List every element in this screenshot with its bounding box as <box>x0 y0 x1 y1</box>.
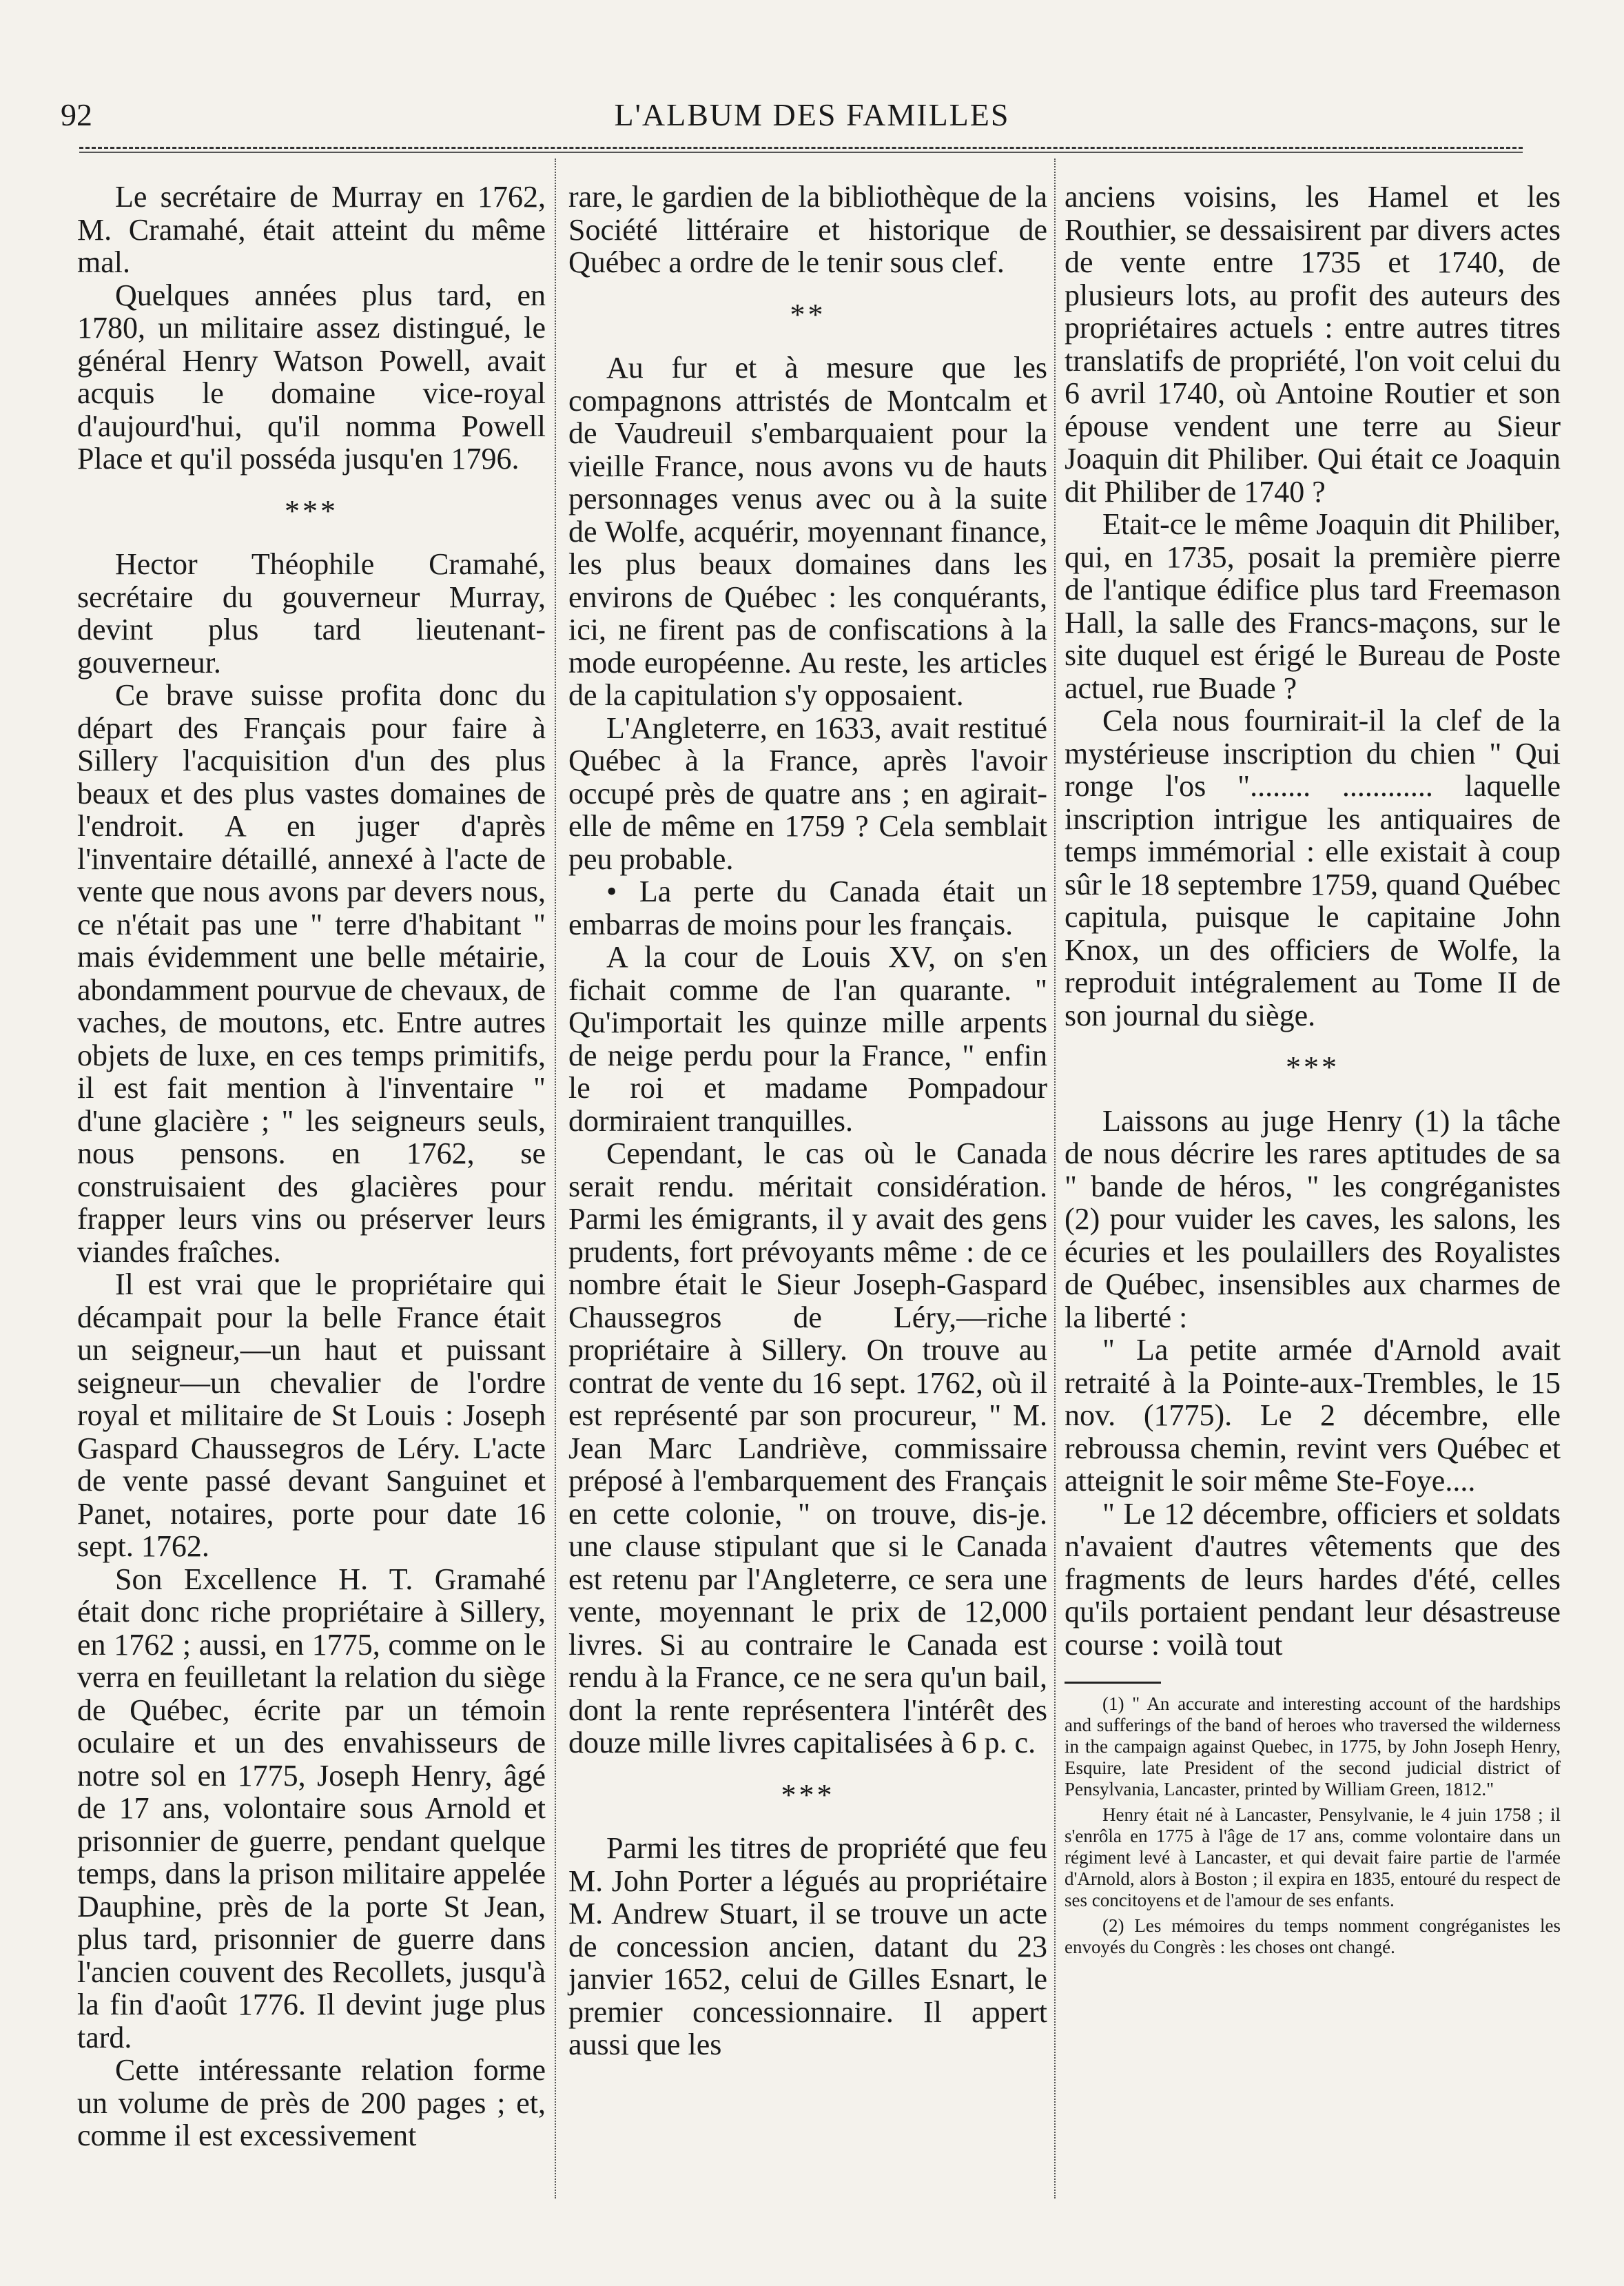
text-column-1 <box>77 181 546 2152</box>
footnote: (2) Les mémoires du temps nomment congréganistes les envoyés du Congrès : les choses ont changé. <box>1065 1915 1561 1957</box>
paragraph: Etait-ce le même Joaquin dit Philiber, qui, en 1735, posait la première pierre de l'antique édifice plus tard Freemason Hall, la salle des Francs-maçons, sur le site duquel est érigé le Bureau de Poste actuel, rue Buade ? <box>1065 507 1561 705</box>
paragraph: L'Angleterre, en 1633, avait restitué Québec à la France, après l'avoir occupé près de quatre ans ; en agirait-elle de même en 1759 ? Cela semblait peu probable. <box>568 711 1047 876</box>
page-number: 92 <box>61 97 92 132</box>
paragraph: Cette intéressante relation forme un volume de près de 200 pages ; et, comme il est excessivement <box>77 2053 546 2152</box>
section-ornament: ** <box>790 297 826 331</box>
text-column-3 <box>1065 181 1561 1958</box>
paragraph: Quelques années plus tard, en 1780, un militaire assez distingué, le général Henry Watson Powell, avait acquis le domaine vice-royal d'aujourd'hui, qu'il nomma Powell Place et qu'il posséda jusqu'en 1796. <box>77 278 546 476</box>
section-ornament: *** <box>781 1777 835 1812</box>
column-separator <box>555 159 556 2198</box>
paragraph: Hector Théophile Cramahé, secrétaire du gouverneur Murray, devint plus tard lieutenant-gouverneur. <box>77 547 546 680</box>
footnote: Henry était né à Lancaster, Pensylvanie, le 4 juin 1758 ; il s'enrôla en 1775 à l'âge de 17 ans, comme volontaire dans un régiment levé à Lancaster, et qui devait faire partie de l'armée d'Arnold, alors à Boston ; il expira en 1835, entouré du respect de ses concitoyens et de l'amour de ses enfants. <box>1065 1804 1561 1910</box>
text-column-2 <box>568 181 1047 2061</box>
paragraph: " Le 12 décembre, officiers et soldats n'avaient d'autres vêtements que des fragments de leurs hardes d'été, celles qu'ils portaient pendant leur désastreuse course : voilà tout <box>1065 1496 1561 1662</box>
footnote: (1) " An accurate and interesting account of the hardships and sufferings of the band of heroes who traversed the wilderness in the campaign against Quebec, in 1775, by John Joseph Henry, Esquire, late President of the second judicial district of Pensylvania, Lancaster, printed by William Green, 1812." <box>1065 1693 1561 1799</box>
paragraph: Laissons au juge Henry (1) la tâche de nous décrire les rares aptitudes de sa " bande de héros, " les congréganistes (2) pour vuider les caves, les salons, les écuries et les poulaillers des Royalistes de Québec, insensibles aux charmes de la liberté : <box>1065 1103 1561 1334</box>
paragraph: Ce brave suisse profita donc du départ des Français pour faire à Sillery l'acquisition d'un des plus beaux et des plus vastes domaines de l'endroit. A en juger d'après l'inventaire détaillé, annexé à l'acte de vente que nous avons par devers nous, ce n'était pas une " terre d'habitant " mais évidemment une belle métairie, abondamment pourvue de chevaux, de vaches, de moutons, etc. Entre autres objets de luxe, en ces temps primitifs, il est fait mention à l'inventaire " d'une glacière ; " les seigneurs seuls, nous pensons. en 1762, se construisaient des glacières pour frapper leurs vins ou préserver leurs viandes fraîches. <box>77 678 546 1269</box>
paragraph: Parmi les titres de propriété que feu M. John Porter a légués au propriétaire M. Andrew Stuart, il se trouve un acte de concession ancien, datant du 23 janvier 1652, celui de Gilles Esnart, le premier concessionnaire. Il appert aussi que les <box>568 1831 1047 2061</box>
running-title: L'ALBUM DES FAMILLES <box>614 97 1010 132</box>
paragraph: Cela nous fournirait-il la clef de la mystérieuse inscription du chien " Qui ronge l'os "........ ............ laquelle inscription intrigue les antiquaires de temps immémorial : elle existait à coup sûr le 18 septembre 1759, quand Québec capitula, puisque le capitaine John Knox, un des officiers de Wolfe, la reproduit intégralement au Tome II de son journal du siège. <box>1065 704 1561 1032</box>
paragraph: " La petite armée d'Arnold avait retraité à la Pointe-aux-Trembles, le 15 nov. (1775). Le 2 décembre, elle rebroussa chemin, revint vers Québec et atteignit le soir même Ste-Foye.... <box>1065 1333 1561 1498</box>
paragraph: Son Excellence H. T. Gramahé était donc riche propriétaire à Sillery, en 1762 ; aussi, en 1775, comme on le verra en feuilletant la relation du siège de Québec, écrite par un témoin oculaire et un des envahisseurs de notre sol en 1775, Joseph Henry, âgé de 17 ans, volontaire sous Arnold et prisonnier de guerre, pendant quelque temps, dans la prison militaire appelée Dauphine, près de la porte St Jean, plus tard, prisonnier de guerre dans l'ancien couvent des Recollets, jusqu'à la fin d'août 1776. Il devint juge plus tard. <box>77 1562 546 2054</box>
paragraph: A la cour de Louis XV, on s'en fichait comme de l'an quarante. " Qu'importait les quinze mille arpents de neige perdu pour la France, " enfin le roi et madame Pompadour dormiraient tranquilles. <box>568 940 1047 1138</box>
section-ornament: *** <box>1286 1050 1339 1084</box>
paragraph: Le secrétaire de Murray en 1762, M. Cramahé, était atteint du même mal. <box>77 180 546 279</box>
paragraph: Au fur et à mesure que les compagnons attristés de Montcalm et de Vaudreuil s'embarquaient pour la vieille France, nous avons vu de hauts personnages venus avec ou à la suite de Wolfe, acquérir, moyennant finance, les plus beaux domaines dans les environs de Québec : les conquérants, ici, ne firent pas de confiscations à la mode européenne. Au reste, les articles de la capitulation s'y opposaient. <box>568 351 1047 712</box>
header-rule <box>79 147 1523 153</box>
paragraph: anciens voisins, les Hamel et les Routhier, se dessaisirent par divers actes de vente entre 1735 et 1740, de plusieurs lots, au profit des auteurs des propriétaires actuels : entre autres titres translatifs de propriété, l'on voit celui du 6 avril 1740, où Antoine Routier et son épouse vendent une terre au Sieur Joaquin dit Philiber. Qui était ce Joaquin dit Philiber de 1740 ? <box>1065 180 1561 509</box>
paragraph: Il est vrai que le propriétaire qui décampait pour la belle France était un seigneur,—un haut et puissant seigneur—un chevalier de l'ordre royal et militaire de St Louis : Joseph Gaspard Chaussegros de Léry. L'acte de vente passé devant Sanguinet et Panet, notaires, porte pour date 16 sept. 1762. <box>77 1267 546 1563</box>
footnote-rule <box>1065 1682 1161 1684</box>
column-separator <box>1054 159 1056 2198</box>
section-ornament: *** <box>285 493 338 528</box>
paragraph: rare, le gardien de la bibliothèque de la Société littéraire et historique de Québec a ordre de le tenir sous clef. <box>568 180 1047 279</box>
paragraph: • La perte du Canada était un embarras de moins pour les français. <box>568 875 1047 941</box>
paragraph: Cependant, le cas où le Canada serait rendu. méritait considération. Parmi les émigrants, il y avait des gens prudents, fort prévoyants même : de ce nombre était le Sieur Joseph-Gaspard Chaussegros de Léry,—riche propriétaire à Sillery. On trouve au contrat de vente du 16 sept. 1762, où il est représenté par son procureur, " M. Jean Marc Landriève, commissaire préposé à l'embarquement des Français en cette colonie, " on trouve, dis-je. une clause stipulant que si le Canada est retenu par l'Angleterre, ce sera une vente, moyennant le prix de 12,000 livres. Si au contraire le Canada est rendu à la France, ce ne sera qu'un bail, dont la rente représentera l'intérêt des douze mille livres capitalisées à 6 p. c. <box>568 1136 1047 1759</box>
